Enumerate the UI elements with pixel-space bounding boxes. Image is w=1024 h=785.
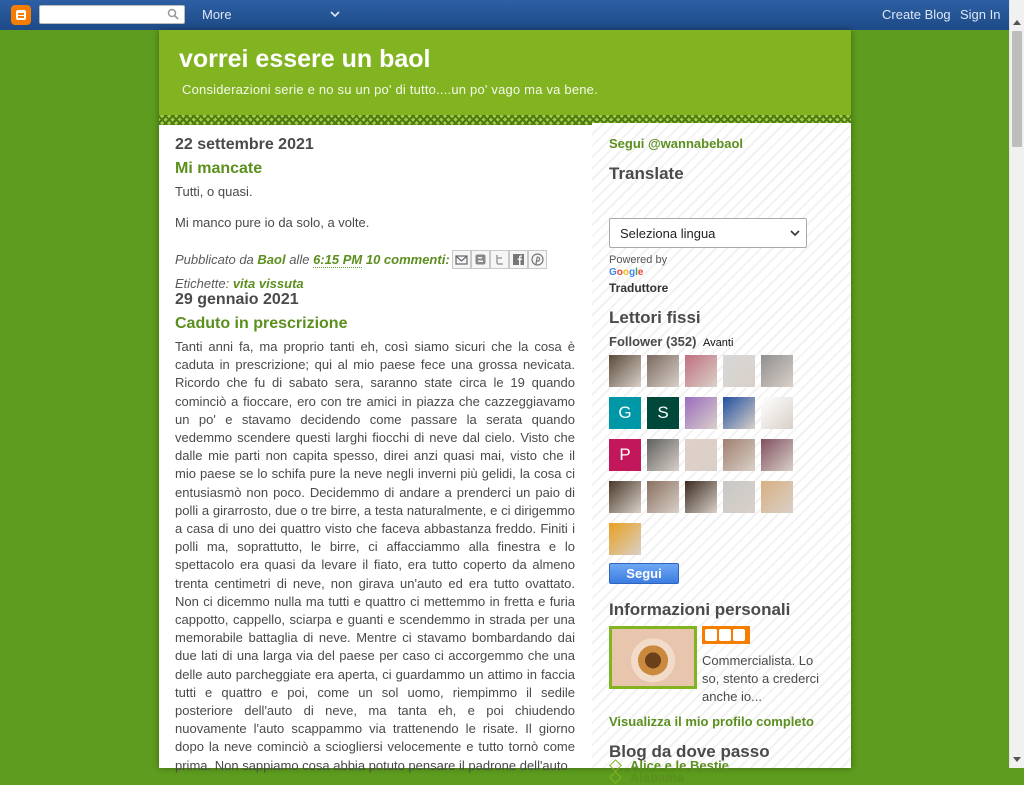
blog-title[interactable]: vorrei essere un baol: [179, 45, 431, 73]
labels-prefix: Etichette:: [175, 276, 230, 291]
follower-avatar[interactable]: [723, 397, 755, 429]
blogger-icon: [474, 253, 487, 266]
scroll-up-arrow-icon[interactable]: [1013, 20, 1021, 25]
email-share-button[interactable]: [452, 250, 471, 269]
post-labels: [175, 276, 304, 291]
pinterest-icon: [531, 253, 544, 266]
follower-avatar[interactable]: [647, 439, 679, 471]
follower-avatar[interactable]: [723, 481, 755, 513]
blog-description: Considerazioni serie e no su un po' di tutto....un po' vago ma va bene.: [182, 82, 598, 97]
follower-avatar[interactable]: [685, 439, 717, 471]
profile-description: Commercialista. Lo so, stento a crederci anche io...: [702, 653, 820, 704]
author-link[interactable]: Baol: [257, 252, 286, 267]
sign-in-link[interactable]: Sign In: [960, 7, 1001, 22]
follower-avatar[interactable]: [723, 439, 755, 471]
view-profile-link[interactable]: Visualizza il mio profilo completo: [609, 714, 814, 729]
follower-avatar[interactable]: [685, 481, 717, 513]
follower-avatar[interactable]: [609, 481, 641, 513]
blogroll-heading: Blog da dove passo: [609, 742, 770, 761]
share-buttons: [452, 250, 547, 269]
follower-avatar[interactable]: [685, 355, 717, 387]
follower-avatar[interactable]: [761, 481, 793, 513]
follower-avatar[interactable]: [647, 355, 679, 387]
comments-link[interactable]: 10 commenti:: [365, 252, 450, 267]
blogger-logo-icon[interactable]: [11, 5, 31, 25]
pinterest-share-button[interactable]: [528, 250, 547, 269]
blog-container: [159, 30, 851, 785]
follower-avatar[interactable]: [761, 355, 793, 387]
follower-avatar[interactable]: [723, 355, 755, 387]
facebook-share-button[interactable]: [509, 250, 528, 269]
twitter-follow-link[interactable]: Segui @wannabebaol: [609, 136, 744, 151]
language-select[interactable]: [609, 218, 807, 248]
follower-avatar[interactable]: P: [609, 439, 641, 471]
facebook-icon: [512, 253, 525, 266]
scroll-down-arrow-icon[interactable]: [1013, 757, 1021, 762]
blogthis-share-button[interactable]: [471, 250, 490, 269]
follower-avatar[interactable]: G: [609, 397, 641, 429]
follower-avatar[interactable]: S: [647, 397, 679, 429]
sidebar: [592, 123, 851, 785]
post-date: 22 settembre 2021: [175, 136, 314, 153]
at-label: alle: [289, 252, 310, 267]
follower-avatar[interactable]: [761, 439, 793, 471]
post-title[interactable]: Mi mancate: [175, 160, 263, 177]
email-icon: [455, 253, 468, 266]
post-time-link[interactable]: 6:15 PM: [313, 251, 363, 267]
blogroll-item-label[interactable]: Alice e le Bestie: [630, 758, 729, 773]
profile-heading: Informazioni personali: [609, 600, 791, 619]
translator-label: Traduttore: [609, 281, 669, 295]
profile-photo[interactable]: [609, 626, 697, 689]
blogger-navbar: [0, 0, 1024, 30]
chevron-down-icon[interactable]: [329, 9, 341, 19]
post-date: 29 gennaio 2021: [175, 291, 299, 308]
follower-avatar[interactable]: [609, 523, 641, 555]
post-footer: [175, 250, 547, 269]
label-link[interactable]: vita vissuta: [232, 276, 304, 291]
followers-count: Follower (352): [609, 334, 697, 349]
blogger-profile-badge[interactable]: [702, 626, 750, 644]
post-paragraph: Tutti, o quasi.: [175, 184, 253, 199]
create-blog-link[interactable]: Create Blog: [882, 7, 951, 22]
follow-button[interactable]: Segui: [609, 563, 679, 584]
avanti-link[interactable]: Avanti: [703, 337, 734, 349]
language-select-value: Seleziona lingua: [620, 226, 716, 241]
search-input[interactable]: [39, 5, 185, 24]
follower-avatar[interactable]: [685, 397, 717, 429]
followers-heading: Lettori fissi: [609, 308, 701, 327]
vertical-scrollbar[interactable]: [1009, 0, 1024, 768]
diamond-bullet-icon: [609, 759, 622, 772]
blog-header: [159, 30, 851, 123]
powered-by-label: Powered by: [609, 254, 668, 266]
post-body: Tanti anni fa, ma proprio tanti eh, così siamo sicuri che la cosa è caduta in prescrizione; qui al mio paese fece una grossa nevicata. Ricordo che fu di sabato sera, saranno state circa le 19 quando cominciò a fioccare, ero con tre amici in piazza che cazzeggiavamo un po' e stavamo decidendo come passare la serata quando vedemmo scendere questi larghi fiocchi di neve dal cielo. Visto che dalle mie parti non capita spesso, direi anzi quasi mai, visto che il mio paese se lo schifa pure la neve negli inverni più gelidi, la cosa ci entusiasmò non poco. Decidemmo di andare a prenderci un paio di polli a girarrosto, due o tre birre, a testa naturalmente, e ci dirigemmo a casa di uno dei quattro visto che faceva abbastanza freddo. Finiti i polli ma, soprattutto, le birre, ci affacciammo alla finestra e lo spettacolo era quasi da levare il fiato, era tutto coperto da almeno trenta centimetri di neve, non girava un'auto ed era tutto ovattato. Non ci dicemmo nulla ma tutti e quattro ci mettemmo in fretta e furia cappotto, cappello, sciarpa e guanti e scendemmo in strada per una memorabile battaglia di neve. Mentre ci stavamo bombardando dai due lati di una larga via del paese per caso ci accorgemmo che una delle auto parcheggiate era aperta, ci guardammo un attimo in faccia tutti e quattro e poi, come un sol uomo, riempimmo il sedile posteriore dell'auto di neve, ma tanta eh, e poi chiudendo nuovamente l'auto scappammo via trattenendo le risate. Il giorno dopo la neve cominciò a sciogliersi velocemente e tutto tornò come prima. Non sappiamo cosa abbia potuto pensare il padrone dell'auto: [175, 339, 575, 773]
translate-heading: Translate: [609, 164, 684, 183]
follower-avatar[interactable]: [609, 355, 641, 387]
google-logo[interactable]: Google: [609, 267, 644, 278]
diamond-bullet-icon: [609, 771, 622, 784]
scroll-thumb[interactable]: [1012, 31, 1022, 147]
follower-avatar[interactable]: [647, 481, 679, 513]
blogroll-item-label[interactable]: Alabama: [630, 770, 685, 785]
post-title[interactable]: Caduto in prescrizione: [175, 315, 348, 332]
published-by-label: Pubblicato da: [175, 252, 254, 267]
more-menu[interactable]: More: [202, 7, 232, 22]
search-icon[interactable]: [167, 8, 179, 20]
followers-count-line: [609, 334, 733, 349]
chevron-down-icon: [790, 229, 800, 237]
twitter-icon: [493, 253, 506, 266]
post-paragraph: Mi manco pure io da solo, a volte.: [175, 215, 370, 230]
blogroll-item[interactable]: [609, 758, 729, 773]
follower-avatar[interactable]: [761, 397, 793, 429]
twitter-share-button[interactable]: [490, 250, 509, 269]
